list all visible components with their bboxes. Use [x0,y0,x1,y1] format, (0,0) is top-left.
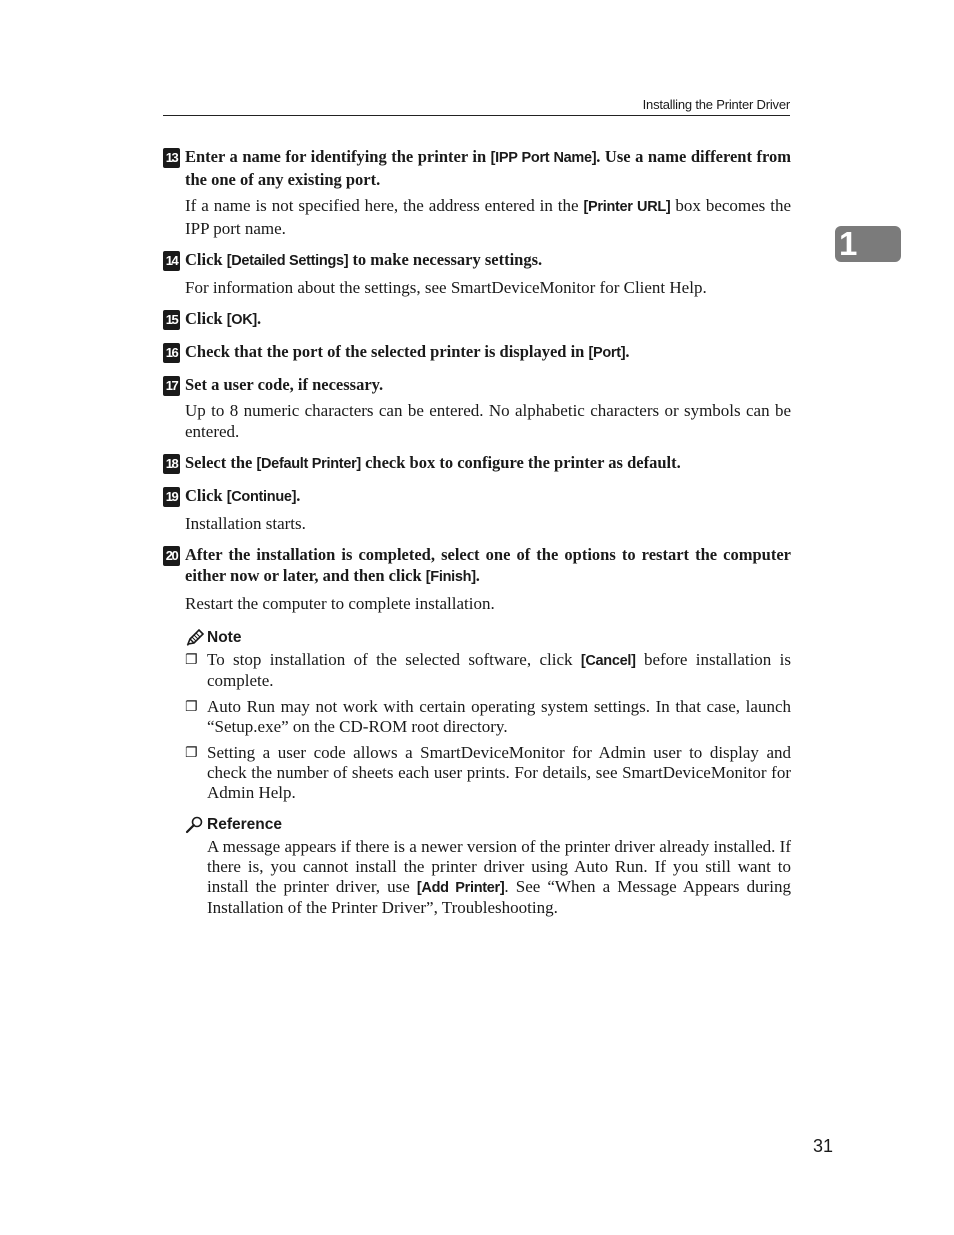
ui-key-label: [Continue] [226,489,297,505]
step-number-badge: 18 [163,454,180,474]
checkbox-bullet-icon: ❐ [185,652,198,668]
reference-heading [185,815,791,835]
step-15 [163,308,791,331]
reference-body: A message appears if there is a newer version of the printer driver already installed. If there is, you cannot install the printer driver using Auto Run. If you still want to install the printer driver, use [Add Printer]. See “When a Message Appears during Installation of the Printer Driver”, Troubleshooting. [207,837,791,917]
step-number-badge: 13 [163,148,180,168]
step-13 [163,146,791,239]
note-list [185,650,791,803]
reference-heading-label: Reference [207,816,282,833]
step-18 [163,452,791,475]
ui-key-label: [Default Printer] [256,456,361,472]
running-header [163,96,790,116]
step-title: Set a user code, if necessary. [185,375,384,394]
step-14 [163,249,791,298]
ui-key-label: [Detailed Settings] [226,253,349,269]
checkbox-bullet-icon: ❐ [185,699,198,715]
step-number-badge: 19 [163,487,180,507]
pencil-icon [185,629,205,647]
page-number: 31 [812,1136,833,1156]
step-title: After the installation is completed, select one of the options to restart the computer either now or later, and then click [Finish]. [185,545,791,585]
step-16 [163,341,791,364]
ui-key-label: [Port] [588,345,626,361]
step-19 [163,485,791,534]
ui-key-label: [Printer URL] [583,199,671,215]
ui-key-label: [Add Printer] [416,880,505,896]
step-body: Restart the computer to complete installation. [185,594,495,613]
list-item: ❐ To stop installation of the selected software, click [Cancel] before installation is complete. [185,650,791,690]
note-section [163,628,791,803]
step-17 [163,374,791,442]
page-content [163,146,791,918]
reference-section [163,815,791,918]
step-body: Installation starts. [185,514,306,533]
chapter-tab: 1 [835,226,901,262]
step-title: Click [Detailed Settings] to make necessary settings. [185,250,543,269]
list-item: ❐ Setting a user code allows a SmartDeviceMonitor for Admin user to display and check the number of sheets each user prints. For details, see SmartDeviceMonitor for Admin Help. [185,743,791,802]
step-body: Up to 8 numeric characters can be entered. No alphabetic characters or symbols can be entered. [185,401,791,441]
list-item: ❐ Auto Run may not work with certain operating system settings. In that case, launch “Setup.exe” on the CD-ROM root directory. [185,697,791,736]
step-title: Click [Continue]. [185,486,301,505]
step-number-badge: 14 [163,251,180,271]
step-title: Select the [Default Printer] check box to configure the printer as default. [185,453,681,472]
checkbox-bullet-icon: ❐ [185,745,198,761]
ui-key-label: [OK] [226,312,257,328]
ui-key-label: [Finish] [425,569,476,585]
step-number-badge: 20 [163,546,180,566]
step-title: Enter a name for identifying the printer in [IPP Port Name]. Use a name different from the one of any existing port. [185,147,791,189]
step-title: Check that the port of the selected printer is displayed in [Port]. [185,342,630,361]
note-heading [185,628,791,648]
step-number-badge: 15 [163,310,180,330]
running-title: Installing the Printer Driver [642,97,790,112]
magnifier-icon [185,816,205,834]
step-title: Click [OK]. [185,309,262,328]
step-number-badge: 17 [163,376,180,396]
step-20 [163,544,791,614]
ui-key-label: [Cancel] [580,653,636,669]
step-body: If a name is not specified here, the address entered in the [Printer URL] box becomes the IPP port name. [185,196,791,238]
step-body: For information about the settings, see SmartDeviceMonitor for Client Help. [185,278,707,297]
step-number-badge: 16 [163,343,180,363]
ui-key-label: [IPP Port Name] [490,150,597,166]
note-heading-label: Note [207,629,242,646]
